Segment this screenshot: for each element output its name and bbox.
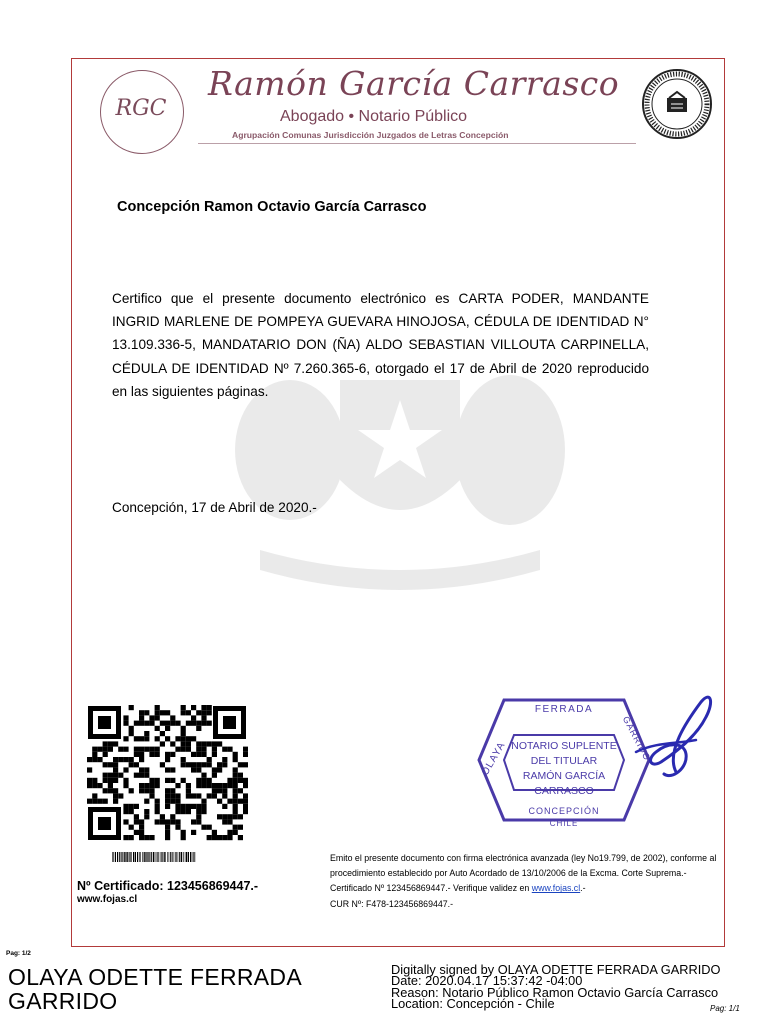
stamp-arc-right: GARRIDO — [620, 714, 653, 763]
qr-code-icon[interactable] — [86, 704, 248, 842]
digital-signature-block — [391, 964, 721, 1010]
verify-link[interactable]: www.fojas.cl — [531, 883, 581, 894]
notary-name: Ramón García Carrasco — [208, 64, 620, 103]
legal-statement: Emito el presente documento con firma electrónica avanzada (ley No19.799, de 2002), conforme al procedimiento establecido por Auto Acordado de 13/10/2006 de la Excma. Corte Suprema.- — [330, 853, 717, 879]
stamp-line-4: RAMÓN GARCÍA — [522, 770, 606, 782]
page-indicator-top: Pag: 1/2 — [6, 950, 31, 957]
certification-text: Certifico que el presente documento electrónico es CARTA PODER, MANDANTE INGRID MARLENE DE POMPEYA GUEVARA HINOJOSA, CÉDULA DE IDENTIDAD N° 13.109.336-5, MANDATARIO DON (ÑA) ALDO SEBASTIAN VILLOUTA CARPINELLA, CÉDULA DE IDENTIDAD Nº 7.260.365-6, otorgado el 17 de Abril de 2020 reproducido en las siguientes páginas. — [112, 291, 649, 399]
notary-seal-icon — [641, 68, 713, 140]
signature-location: Location: Concepción - Chile — [391, 996, 555, 1012]
header-divider — [198, 143, 636, 144]
stamp-line-2: NOTARIO SUPLENTE — [511, 740, 617, 752]
stamp-line-5: CARRASCO — [534, 785, 594, 797]
legal-cur: CUR Nº: F478-123456869447.- — [330, 898, 454, 909]
stamp-country: CHILE — [549, 819, 579, 828]
signature-date: Date: 2020.04.17 15:37:42 -04:00 — [391, 973, 583, 989]
document-title: Concepción Ramon Octavio García Carrasco — [117, 199, 427, 215]
notary-subtitle: Abogado • Notario Público — [280, 108, 468, 125]
handwritten-signature — [606, 682, 718, 792]
stamp-city: CONCEPCIÓN — [528, 806, 600, 816]
signer-name: OLAYA ODETTE FERRADA GARRIDO — [8, 964, 301, 1014]
document-date: Concepción, 17 de Abril de 2020.- — [112, 500, 317, 515]
certificate-number: Nº Certificado: 123456869447.- — [77, 879, 259, 893]
certificate-website: www.fojas.cl — [77, 894, 138, 905]
stamp-line-3: DEL TITULAR — [530, 755, 598, 767]
barcode — [112, 852, 196, 862]
rgc-logo-monogram: RGC — [115, 96, 167, 121]
notary-jurisdiction: Agrupación Comunas Jurisdicción Juzgados de Letras Concepción — [232, 130, 509, 140]
legal-verify: Certificado Nº 123456869447.- Verifique validez en www.fojas.cl.- — [330, 883, 586, 894]
signature-reason: Reason: Notario Público Ramon Octavio García Carrasco — [391, 984, 719, 1000]
signed-by: Digitally signed by OLAYA ODETTE FERRADA GARRIDO — [391, 962, 721, 977]
page-indicator-bottom: Pag: 1/1 — [710, 1004, 740, 1013]
stamp-top-text: FERRADA — [534, 704, 594, 715]
stamp-arc-left: OLAYA — [479, 740, 508, 778]
legal-notice — [330, 851, 722, 912]
